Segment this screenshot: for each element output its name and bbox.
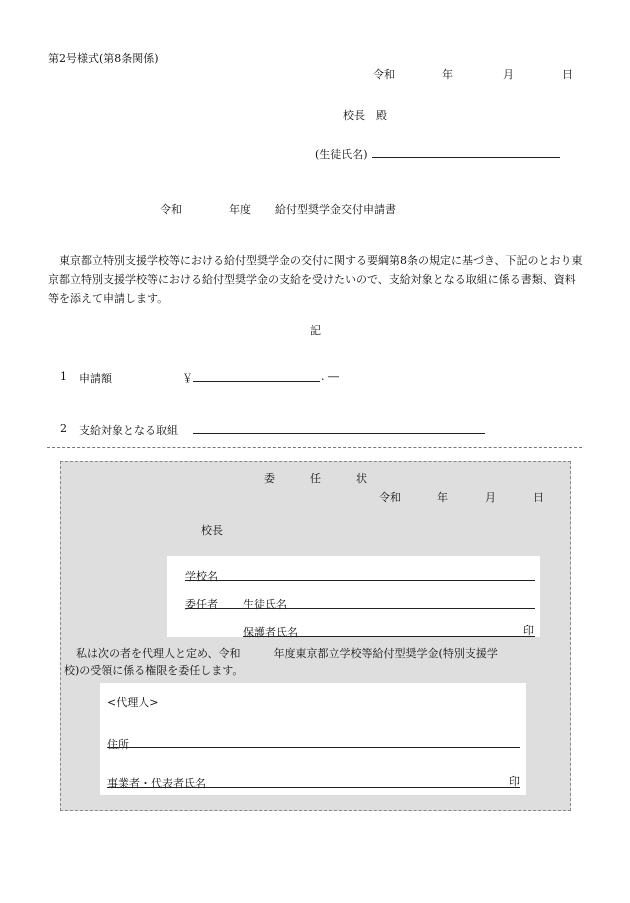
title-year-suffix: 年度 xyxy=(229,203,251,216)
poa-date-month: 月 xyxy=(485,491,496,504)
date-era: 令和 xyxy=(373,68,395,81)
dashed-separator xyxy=(47,447,582,448)
item-1-number: 1 xyxy=(60,370,67,383)
amount-suffix: . ― xyxy=(321,370,339,383)
date-day: 日 xyxy=(562,68,573,81)
address-line xyxy=(107,747,520,748)
ki-mark: 記 xyxy=(310,324,321,337)
poa-title-char-2: 任 xyxy=(310,472,321,485)
amount-line xyxy=(193,381,320,382)
initiative-line xyxy=(193,433,485,434)
representative-line xyxy=(107,787,520,788)
school-name-line xyxy=(185,580,535,581)
student-name-label: (生徒氏名) xyxy=(315,148,368,161)
form-number: 第2号様式(第8条関係) xyxy=(48,52,159,65)
agent-heading: <代理人> xyxy=(107,696,159,709)
poa-date-day: 日 xyxy=(533,491,544,504)
delegator-label: 委任者 xyxy=(185,598,218,611)
page-title: 給付型奨学金交付申請書 xyxy=(275,203,396,216)
delegation-statement-line-1: 私は次の者を代理人と定め、令和 年度東京都立学校等給付型奨学金(特別支援学 xyxy=(76,647,498,660)
guardian-seal-mark: 印 xyxy=(523,624,534,637)
item-2-label: 支給対象となる取組 xyxy=(79,424,178,437)
poa-addressee: 校長 xyxy=(201,524,223,537)
delegator-box xyxy=(167,556,540,637)
poa-date-year: 年 xyxy=(437,491,448,504)
school-name-label: 学校名 xyxy=(185,570,218,583)
address-label: 住所 xyxy=(107,738,129,751)
representative-label: 事業者・代表者氏名 xyxy=(107,777,206,790)
body-paragraph: 東京都立特別支援学校等における給付型奨学金の交付に関する要綱第8条の規定に基づき、下記のとおり東京都立特別支援学校等における給付型奨学金の支給を受けたいので、支給対象となる取組に係る書類、資料等を添えて申請します。 xyxy=(48,254,583,305)
delegation-statement-line-2: 校)の受領に係る権限を委任します。 xyxy=(64,664,244,677)
student-name-line-2 xyxy=(185,608,535,609)
date-month: 月 xyxy=(503,68,514,81)
poa-date-era: 令和 xyxy=(379,491,401,504)
agent-seal-mark: 印 xyxy=(509,775,520,788)
date-year: 年 xyxy=(442,68,453,81)
guardian-name-label: 保護者氏名 xyxy=(243,626,298,639)
currency-symbol: ￥ xyxy=(182,372,193,385)
poa-title-char-3: 状 xyxy=(356,472,367,485)
guardian-name-line xyxy=(243,636,535,637)
item-2-number: 2 xyxy=(60,422,67,435)
delegator-student-label: 生徒氏名 xyxy=(243,598,287,611)
item-1-label: 申請額 xyxy=(79,372,112,385)
addressee: 校長 殿 xyxy=(343,109,387,122)
poa-title-char-1: 委 xyxy=(264,472,275,485)
title-era: 令和 xyxy=(160,203,182,216)
student-name-line xyxy=(372,157,560,158)
